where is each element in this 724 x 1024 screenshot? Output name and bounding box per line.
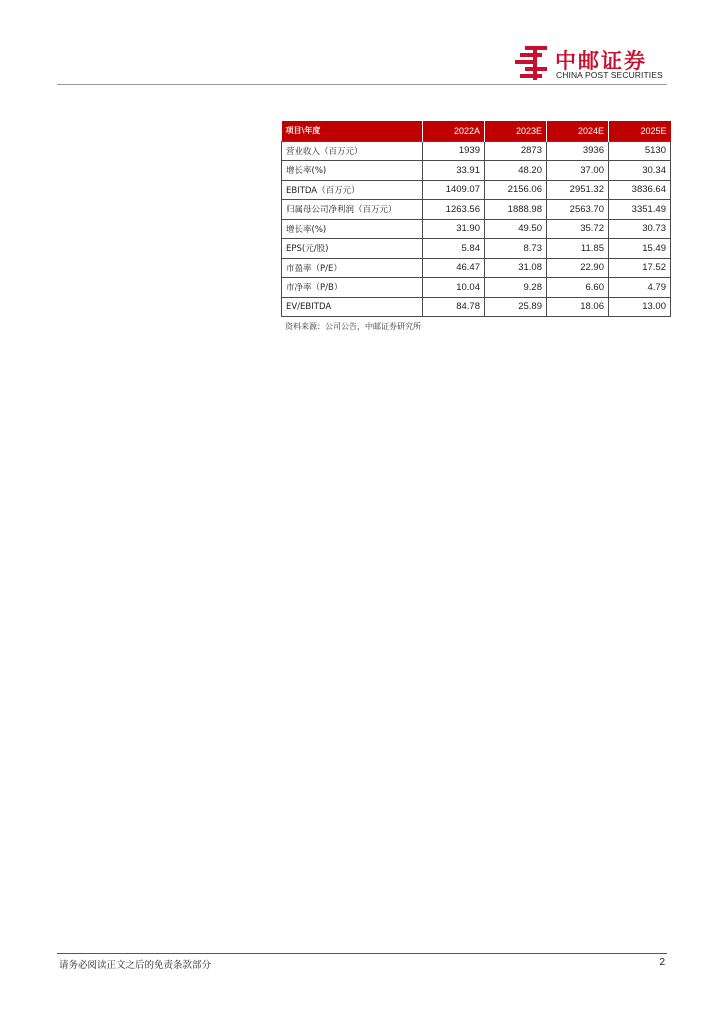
cell-value: 6.60 xyxy=(547,278,609,298)
cell-value: 8.73 xyxy=(485,239,547,259)
cell-value: 49.50 xyxy=(485,219,547,239)
cell-value: 25.89 xyxy=(485,297,547,317)
cell-value: 2156.06 xyxy=(485,180,547,200)
table-row xyxy=(282,239,671,259)
china-post-logo-icon xyxy=(512,44,552,82)
cell-value: 48.20 xyxy=(485,161,547,181)
row-label: 营业收入（百万元） xyxy=(282,141,423,161)
cell-value: 15.49 xyxy=(609,239,671,259)
cell-value: 33.91 xyxy=(423,161,485,181)
row-label: 市盈率（P/E） xyxy=(282,258,423,278)
cell-value: 2951.32 xyxy=(547,180,609,200)
row-label: 增长率(%) xyxy=(282,219,423,239)
column-header-2024e: 2024E xyxy=(547,121,609,141)
table-source-note: 资料来源：公司公告，中邮证券研究所 xyxy=(285,322,421,331)
table-row xyxy=(282,180,671,200)
cell-value: 84.78 xyxy=(423,297,485,317)
cell-value: 31.08 xyxy=(485,258,547,278)
table-row xyxy=(282,258,671,278)
table-row xyxy=(282,141,671,161)
cell-value: 30.73 xyxy=(609,219,671,239)
cell-value: 5130 xyxy=(609,141,671,161)
cell-value: 30.34 xyxy=(609,161,671,181)
column-header-2025e: 2025E xyxy=(609,121,671,141)
financial-forecast-table xyxy=(281,121,671,317)
page-number: 2 xyxy=(659,957,665,968)
cell-value: 9.28 xyxy=(485,278,547,298)
cell-value: 2563.70 xyxy=(547,200,609,220)
cell-value: 18.06 xyxy=(547,297,609,317)
row-label: EBITDA（百万元） xyxy=(282,180,423,200)
cell-value: 22.90 xyxy=(547,258,609,278)
header-divider xyxy=(57,84,667,85)
row-label: 增长率(%) xyxy=(282,161,423,181)
row-label: EV/EBITDA xyxy=(282,297,423,317)
footer-divider xyxy=(57,953,667,954)
cell-value: 3351.49 xyxy=(609,200,671,220)
column-header-item: 项目\年度 xyxy=(282,121,423,141)
row-label: 归属母公司净利润（百万元） xyxy=(282,200,423,220)
table-row xyxy=(282,161,671,181)
table-row xyxy=(282,219,671,239)
brand-logo xyxy=(512,44,672,84)
cell-value: 37.00 xyxy=(547,161,609,181)
row-label: 市净率（P/B） xyxy=(282,278,423,298)
row-label: EPS(元/股) xyxy=(282,239,423,259)
cell-value: 35.72 xyxy=(547,219,609,239)
brand-name-en: CHINA POST SECURITIES xyxy=(556,70,663,80)
table-row xyxy=(282,278,671,298)
table-row xyxy=(282,200,671,220)
column-header-2022a: 2022A xyxy=(423,121,485,141)
cell-value: 1263.56 xyxy=(423,200,485,220)
cell-value: 1888.98 xyxy=(485,200,547,220)
cell-value: 4.79 xyxy=(609,278,671,298)
cell-value: 5.84 xyxy=(423,239,485,259)
cell-value: 1939 xyxy=(423,141,485,161)
cell-value: 2873 xyxy=(485,141,547,161)
cell-value: 46.47 xyxy=(423,258,485,278)
cell-value: 1409.07 xyxy=(423,180,485,200)
cell-value: 31.90 xyxy=(423,219,485,239)
cell-value: 17.52 xyxy=(609,258,671,278)
table-row xyxy=(282,297,671,317)
column-header-2023e: 2023E xyxy=(485,121,547,141)
brand-name-cn: 中邮证券 xyxy=(555,49,647,73)
disclaimer-text: 请务必阅读正文之后的免责条款部分 xyxy=(59,960,212,971)
cell-value: 11.85 xyxy=(547,239,609,259)
cell-value: 10.04 xyxy=(423,278,485,298)
table-header-row xyxy=(282,121,671,141)
cell-value: 3936 xyxy=(547,141,609,161)
cell-value: 3836.64 xyxy=(609,180,671,200)
cell-value: 13.00 xyxy=(609,297,671,317)
